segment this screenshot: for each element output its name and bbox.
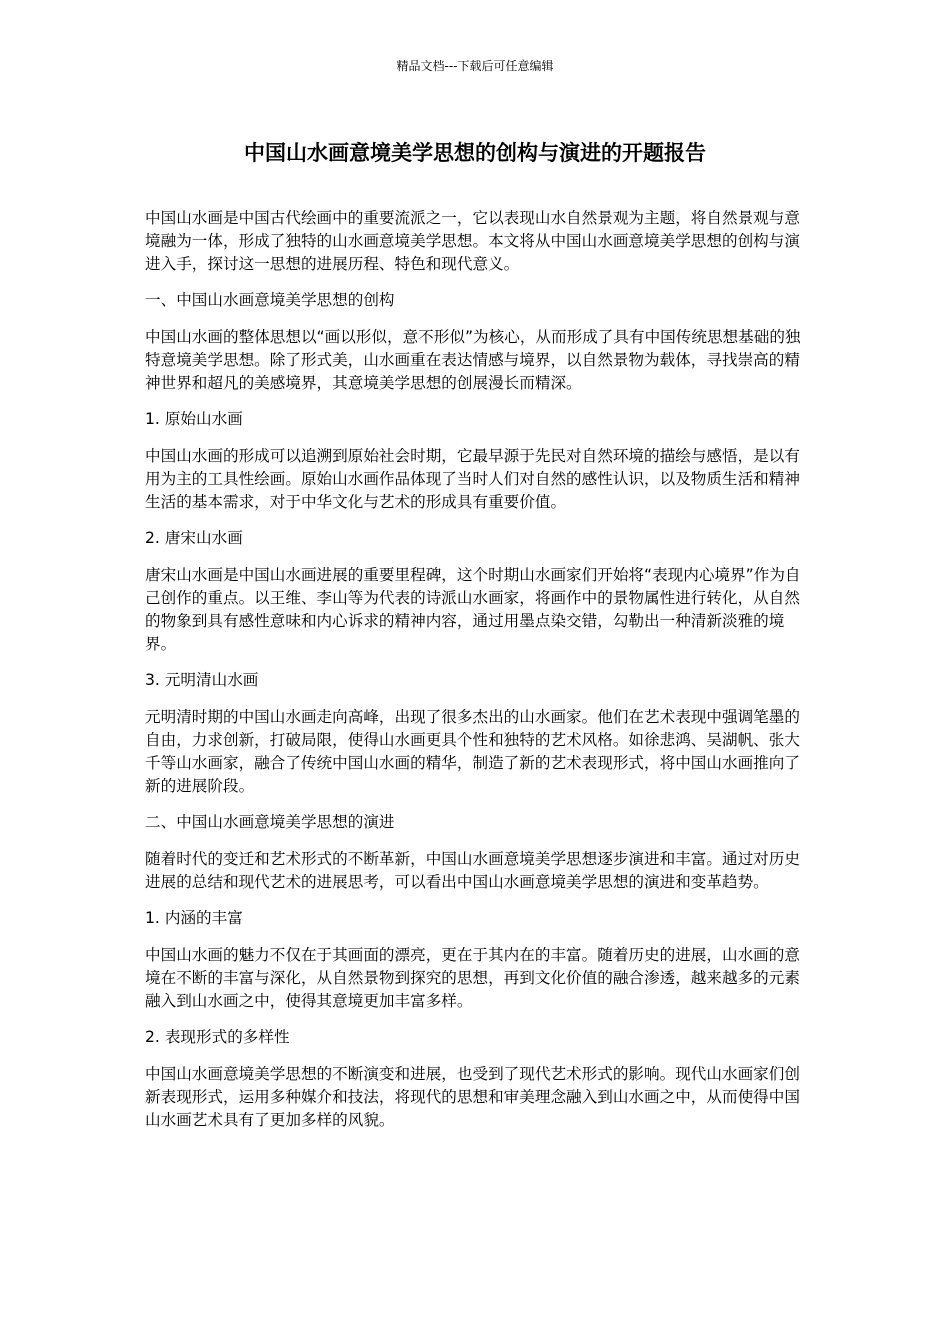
section-2-2-heading: 2. 表现形式的多样性 <box>145 1028 290 1046</box>
header-note: 精品文档---下载后可任意编辑 <box>396 59 554 73</box>
section-2-2-paragraph: 中国山水画意境美学思想的不断演变和进展，也受到了现代艺术形式的影响。现代山水画家们创新表现形式，运用多种媒介和技法，将现代的思想和审美理念融入到山水画之中，从而使得中国山水画艺术具有了更加多样的风貌。 <box>145 1065 800 1129</box>
intro-paragraph: 中国山水画是中国古代绘画中的重要流派之一，它以表现山水自然景观为主题，将自然景观与意境融为一体，形成了独特的山水画意境美学思想。本文将从中国山水画意境美学思想的创构与演进入手，探讨这一思想的进展历程、特色和现代意义。 <box>145 209 800 273</box>
section-1-3-paragraph: 元明清时期的中国山水画走向高峰，出现了很多杰出的山水画家。他们在艺术表现中强调笔墨的自由，力求创新，打破局限，使得山水画更具个性和独特的艺术风格。如徐悲鸿、吴湖帆、张大千等山水画家，融合了传统中国山水画的精华，制造了新的艺术表现形式，将中国山水画推向了新的进展阶段。 <box>145 708 800 795</box>
section-1-2-paragraph: 唐宋山水画是中国山水画进展的重要里程碑，这个时期山水画家们开始将“表现内心境界”作为自己创作的重点。以王维、李山等为代表的诗派山水画家，将画作中的景物属性进行转化，从自然的物象到具有感性意味和内心诉求的精神内容，通过用墨点染交错，勾勒出一种清新淡雅的境界。 <box>145 566 801 653</box>
section-1-2-heading: 2. 唐宋山水画 <box>145 529 243 547</box>
section-2-paragraph: 随着时代的变迁和艺术形式的不断革新，中国山水画意境美学思想逐步演进和丰富。通过对历史进展的总结和现代艺术的进展思考，可以看出中国山水画意境美学思想的演进和变革趋势。 <box>145 850 800 891</box>
section-1-3-heading: 3. 元明清山水画 <box>145 671 259 689</box>
section-2-1-heading: 1. 内涵的丰富 <box>145 909 243 927</box>
document-title: 中国山水画意境美学思想的创构与演进的开题报告 <box>244 141 706 165</box>
document-body <box>145 207 805 1145</box>
section-1-1-heading: 1. 原始山水画 <box>145 410 243 428</box>
section-1-paragraph: 中国山水画的整体思想以“画以形似，意不形似”为核心，从而形成了具有中国传统思想基础的独特意境美学思想。除了形式美，山水画重在表达情感与境界，以自然景物为载体，寻找崇高的精神世界和超凡的美感境界，其意境美学思想的创展漫长而精深。 <box>145 328 801 392</box>
section-2-1-paragraph: 中国山水画的魅力不仅在于其画面的漂亮，更在于其内在的丰富。随着历史的进展，山水画的意境在不断的丰富与深化，从自然景物到探究的思想，再到文化价值的融合渗透，越来越多的元素融入到山水画之中，使得其意境更加丰富多样。 <box>145 946 800 1010</box>
section-1-1-paragraph: 中国山水画的形成可以追溯到原始社会时期，它最早源于先民对自然环境的描绘与感悟，是以有用为主的工具性绘画。原始山水画作品体现了当时人们对自然的感性认识，以及物质生活和精神生活的基本需求，对于中华文化与艺术的形成具有重要价值。 <box>145 447 800 511</box>
section-2-heading: 二、中国山水画意境美学思想的演进 <box>145 813 395 831</box>
section-1-heading: 一、中国山水画意境美学思想的创构 <box>145 291 395 309</box>
